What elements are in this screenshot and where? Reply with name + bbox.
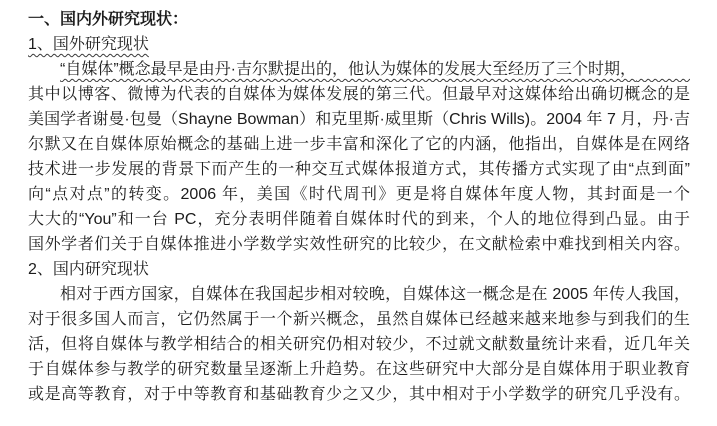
subheading-domestic-research [28, 257, 690, 282]
line-text: 尔默又在自媒体原始概念的基础上进一步丰富和深化了它的内涵，他指出，自媒体是在网络 [28, 136, 690, 153]
text-line [28, 357, 690, 382]
line-text: 1、国外研究现状 [28, 36, 149, 53]
line-text: 向“点对点”的转变。2006 年，美国《时代周刊》更是将自媒体年度人物，其封面是一个 [28, 186, 690, 203]
line-text: 活，但将自媒体与教学相结合的相关研究仍相对较少，不过就文献数量统计来看，近几年关 [28, 336, 690, 353]
text-line [28, 157, 690, 182]
line-text: “自媒体”概念最早是由丹·吉尔默提出的，他认为媒体的发展大至经历了三个时期， [60, 61, 636, 78]
line-text: 相对于西方国家，自媒体在我国起步相对较晚，自媒体这一概念是在 2005 年传人我国， [60, 286, 690, 303]
section-title [28, 7, 690, 32]
line-text: 于自媒体参与教学的研究数量呈逐渐上升趋势。在这些研究中大部分是自媒体用于职业教育 [28, 361, 690, 378]
line-text: 技术进一步发展的背景下而产生的一种交互式媒体报道方式，其传播方式实现了由“点到面” [28, 161, 690, 178]
text-line [28, 107, 690, 132]
text-line [28, 332, 690, 357]
text-line [28, 132, 690, 157]
wavy-underline-extension [636, 61, 690, 78]
line-text: 对于很多国人而言，它仍然属于一个新兴概念，虽然自媒体已经越来越来地参与到我们的生 [28, 311, 690, 328]
document-body [28, 7, 690, 407]
line-text: 其中以博客、微博为代表的自媒体为媒体发展的第三代。但最早对这媒体给出确切概念的是 [28, 86, 690, 103]
line-text: 大大的“You”和一台 PC，充分表明伴随着自媒体时代的到来，个人的地位得到凸显。由于 [28, 211, 690, 228]
text-line [28, 232, 690, 257]
line-text: 国外学者们关于自媒体推进小学数学实效性研究的比较少，在文献检索中难找到相关内容。 [28, 236, 690, 253]
line-text: 2、国内研究现状 [28, 261, 149, 278]
subheading-foreign-research [28, 32, 690, 57]
text-line [28, 57, 690, 82]
text-line [28, 307, 690, 332]
text-line [28, 382, 690, 407]
line-text: 或是高等教育，对于中等教育和基础教育少之又少，其中相对于小学数学的研究几乎没有。 [28, 386, 690, 403]
text-line [28, 82, 690, 107]
text-line [28, 207, 690, 232]
text-line [28, 182, 690, 207]
line-text: 美国学者谢曼·包曼（Shayne Bowman）和克里斯·威里斯（Chris Wills)。2004 年 7 月，丹·吉 [28, 111, 690, 128]
line-text: 一、国内外研究现状： [28, 11, 189, 28]
text-line [28, 282, 690, 307]
